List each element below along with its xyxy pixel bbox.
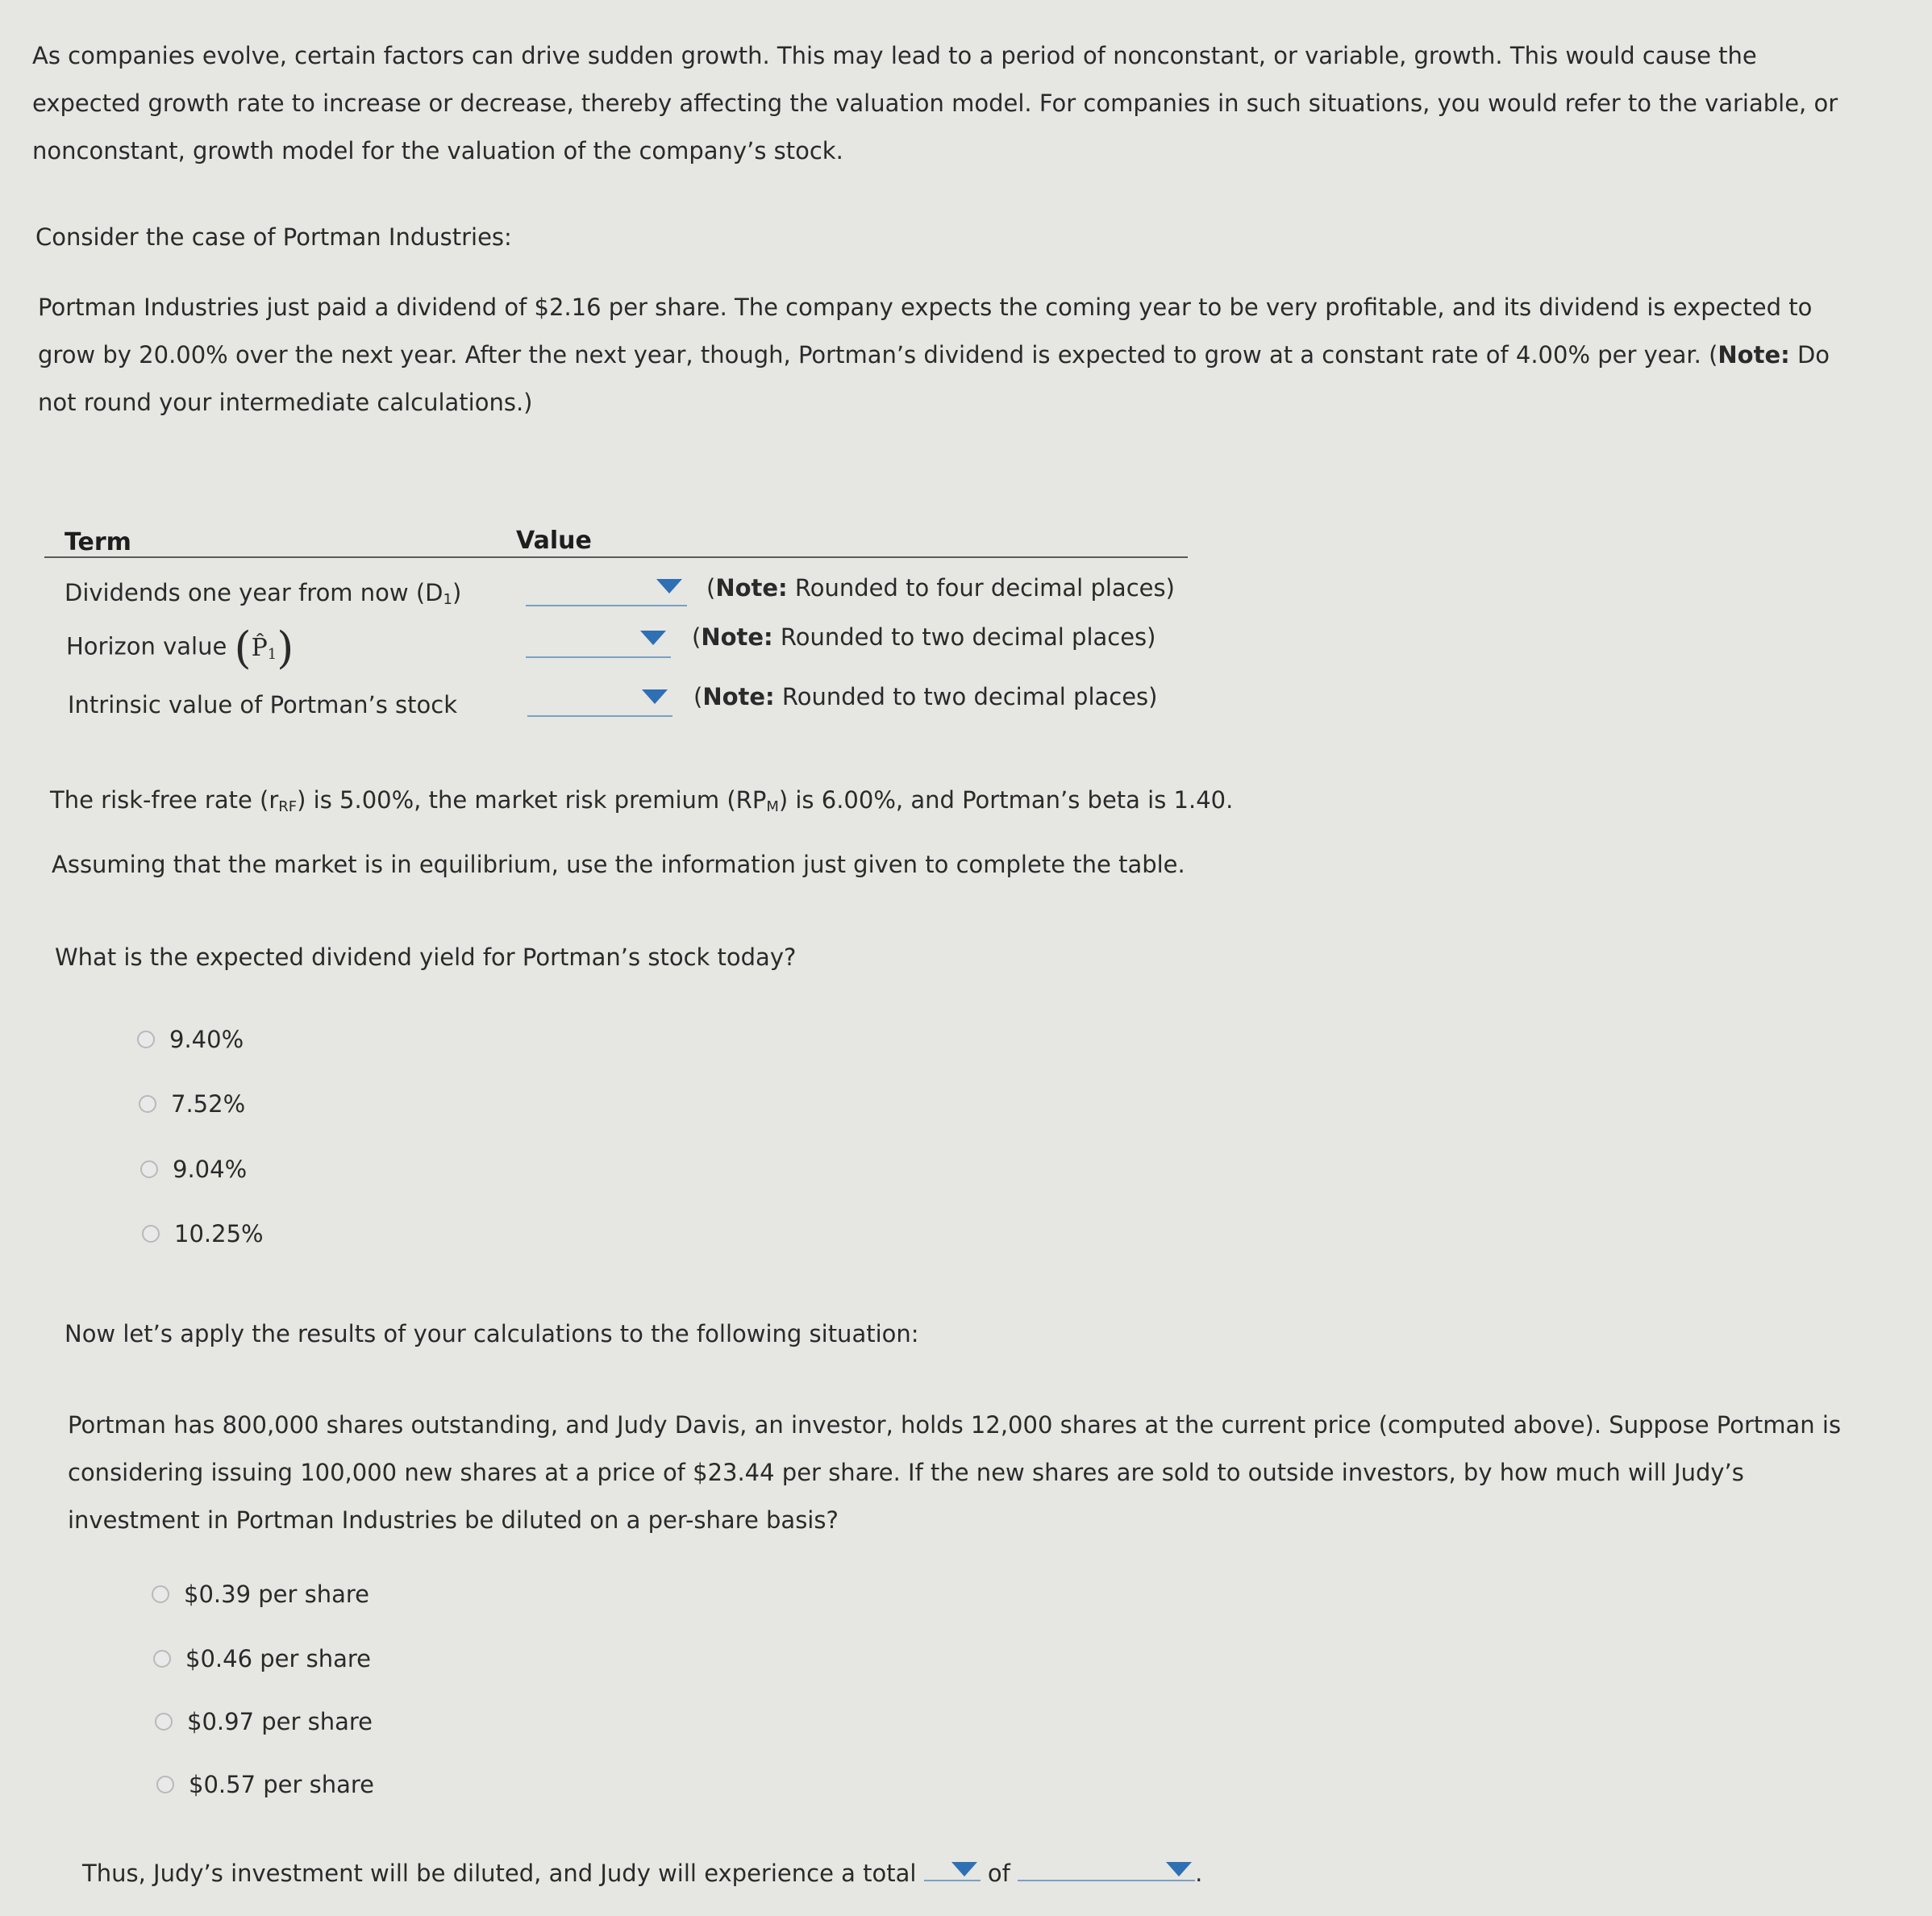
horizon-note: (Note: Rounded to two decimal places): [692, 623, 1156, 651]
intro-paragraph: [32, 32, 1838, 175]
dilution-option-1[interactable]: [152, 1581, 369, 1608]
intrinsic-note: (Note: Rounded to two decimal places): [693, 683, 1158, 710]
table-header-term: Term: [65, 528, 131, 556]
horizon-note-label: Note:: [701, 623, 773, 651]
horizon-phat-symbol: [252, 634, 277, 663]
dilution-line-2: considering issuing 100,000 new shares at a price of $23.44 per share. If the new shares are sold to outside investors, by how much will Judy’s: [68, 1459, 1744, 1486]
horizon-note-text: Rounded to two decimal places): [772, 623, 1156, 651]
intro-line-3: nonconstant, growth model for the valuation of the company’s stock.: [32, 137, 843, 165]
conclusion-text-of: of: [987, 1860, 1010, 1887]
dilution-question: [68, 1402, 1841, 1544]
horizon-term-text: Horizon value: [66, 632, 227, 660]
dividend-yield-option-3[interactable]: [140, 1156, 247, 1183]
dividends-term-end: ): [452, 579, 462, 606]
conclusion-text-a: Thus, Judy’s investment will be diluted, and Judy will experience a total: [82, 1860, 917, 1887]
option-label: $0.97 per share: [187, 1708, 373, 1735]
case-paragraph: [38, 284, 1830, 427]
case-line-2-text: grow by 20.00% over the next year. After the next year, though, Portman’s dividend is expected to grow at a constant rate of 4.00% per year. (: [38, 341, 1718, 369]
dividend-yield-option-1[interactable]: [137, 1026, 244, 1053]
conclusion-period: .: [1195, 1860, 1203, 1887]
dilution-line-3: investment in Portman Industries be diluted on a per-share basis?: [68, 1506, 839, 1534]
table-header-value: Value: [516, 527, 592, 555]
radio-button[interactable]: [152, 1585, 169, 1603]
intro-line-1: As companies evolve, certain factors can drive sudden growth. This may lead to a period of nonconstant, or variable, growth. This would cause the: [32, 42, 1757, 69]
case-line-2: [38, 331, 1830, 379]
horizon-phat: P̂: [251, 633, 268, 662]
option-label: 9.04%: [173, 1156, 248, 1183]
option-label: 10.25%: [174, 1220, 264, 1247]
dividends-note: (Note: Rounded to four decimal places): [706, 574, 1175, 602]
table-row-intrinsic-term: Intrinsic value of Portman’s stock: [68, 691, 457, 718]
dividend-yield-option-4[interactable]: [142, 1220, 264, 1247]
dividends-note-label: Note:: [715, 574, 788, 602]
horizon-value-dropdown[interactable]: [526, 619, 671, 658]
risk-text-a: The risk-free rate (r: [50, 786, 279, 814]
risk-sub-rf: RF: [278, 798, 298, 815]
dilution-option-4[interactable]: [156, 1771, 374, 1798]
option-label: $0.39 per share: [184, 1581, 370, 1608]
radio-button[interactable]: [139, 1095, 156, 1113]
table-header-divider: [44, 556, 1188, 558]
case-line-2-end: Do: [1789, 341, 1830, 369]
equilibrium-instruction: Assuming that the market is in equilibrium, use the information just given to complete the table.: [52, 851, 1185, 878]
chevron-down-icon: [656, 579, 682, 594]
case-line-3: not round your intermediate calculations.): [38, 389, 533, 416]
intro-line-2: expected growth rate to increase or decrease, thereby affecting the valuation model. For companies in such situations, you would refer to the variable, or: [32, 90, 1838, 117]
horizon-phat-sub: 1: [267, 645, 277, 663]
risk-sub-m: M: [766, 798, 779, 815]
dividends-term-text: Dividends one year from now (D: [65, 579, 443, 606]
dilution-option-2[interactable]: [153, 1645, 371, 1672]
radio-button[interactable]: [153, 1650, 171, 1668]
dilution-option-3[interactable]: [155, 1708, 373, 1735]
case-note-label: Note:: [1718, 341, 1790, 369]
dividends-note-text: Rounded to four decimal places): [787, 574, 1175, 602]
intrinsic-value-dropdown[interactable]: [527, 678, 672, 717]
radio-button[interactable]: [155, 1713, 173, 1731]
risk-parameters: [50, 777, 1233, 831]
apply-heading: Now let’s apply the results of your calculations to the following situation:: [65, 1320, 919, 1347]
radio-button[interactable]: [137, 1031, 155, 1048]
dividend-yield-option-2[interactable]: [139, 1090, 245, 1118]
risk-text-c: ) is 6.00%, and Portman’s beta is 1.40.: [778, 786, 1234, 814]
radio-button[interactable]: [156, 1776, 174, 1793]
option-label: $0.57 per share: [189, 1771, 375, 1798]
risk-text-b: ) is 5.00%, the market risk premium (RP: [297, 786, 767, 814]
intrinsic-note-label: Note:: [702, 683, 775, 710]
dilution-type-dropdown[interactable]: [924, 1856, 981, 1881]
radio-button[interactable]: [140, 1160, 158, 1178]
conclusion-sentence: [82, 1856, 1202, 1891]
option-label: $0.46 per share: [185, 1645, 372, 1672]
chevron-down-icon: [640, 631, 666, 645]
case-heading: Consider the case of Portman Industries:: [35, 223, 512, 251]
case-line-1: Portman Industries just paid a dividend of $2.16 per share. The company expects the coming year to be very profitable, and its dividend is expected to: [38, 294, 1813, 321]
option-label: 9.40%: [169, 1026, 244, 1053]
chevron-down-icon: [951, 1862, 977, 1876]
dilution-amount-dropdown[interactable]: [1018, 1856, 1195, 1881]
dividend-yield-question: What is the expected dividend yield for Portman’s stock today?: [55, 943, 797, 971]
dividends-value-dropdown[interactable]: [526, 568, 687, 606]
chevron-down-icon: [642, 689, 668, 704]
chevron-down-icon: [1166, 1862, 1192, 1876]
dividends-term-sub: 1: [443, 591, 452, 608]
dilution-line-1: Portman has 800,000 shares outstanding, and Judy Davis, an investor, holds 12,000 shares at the current price (computed above). Suppose Portman is: [68, 1411, 1842, 1439]
radio-button[interactable]: [142, 1225, 160, 1243]
table-row-horizon-term: Horizon value $(P̂_1)$: [66, 623, 294, 673]
table-row-dividends-term: [65, 579, 461, 608]
intrinsic-note-text: Rounded to two decimal places): [774, 683, 1158, 710]
option-label: 7.52%: [171, 1090, 246, 1118]
